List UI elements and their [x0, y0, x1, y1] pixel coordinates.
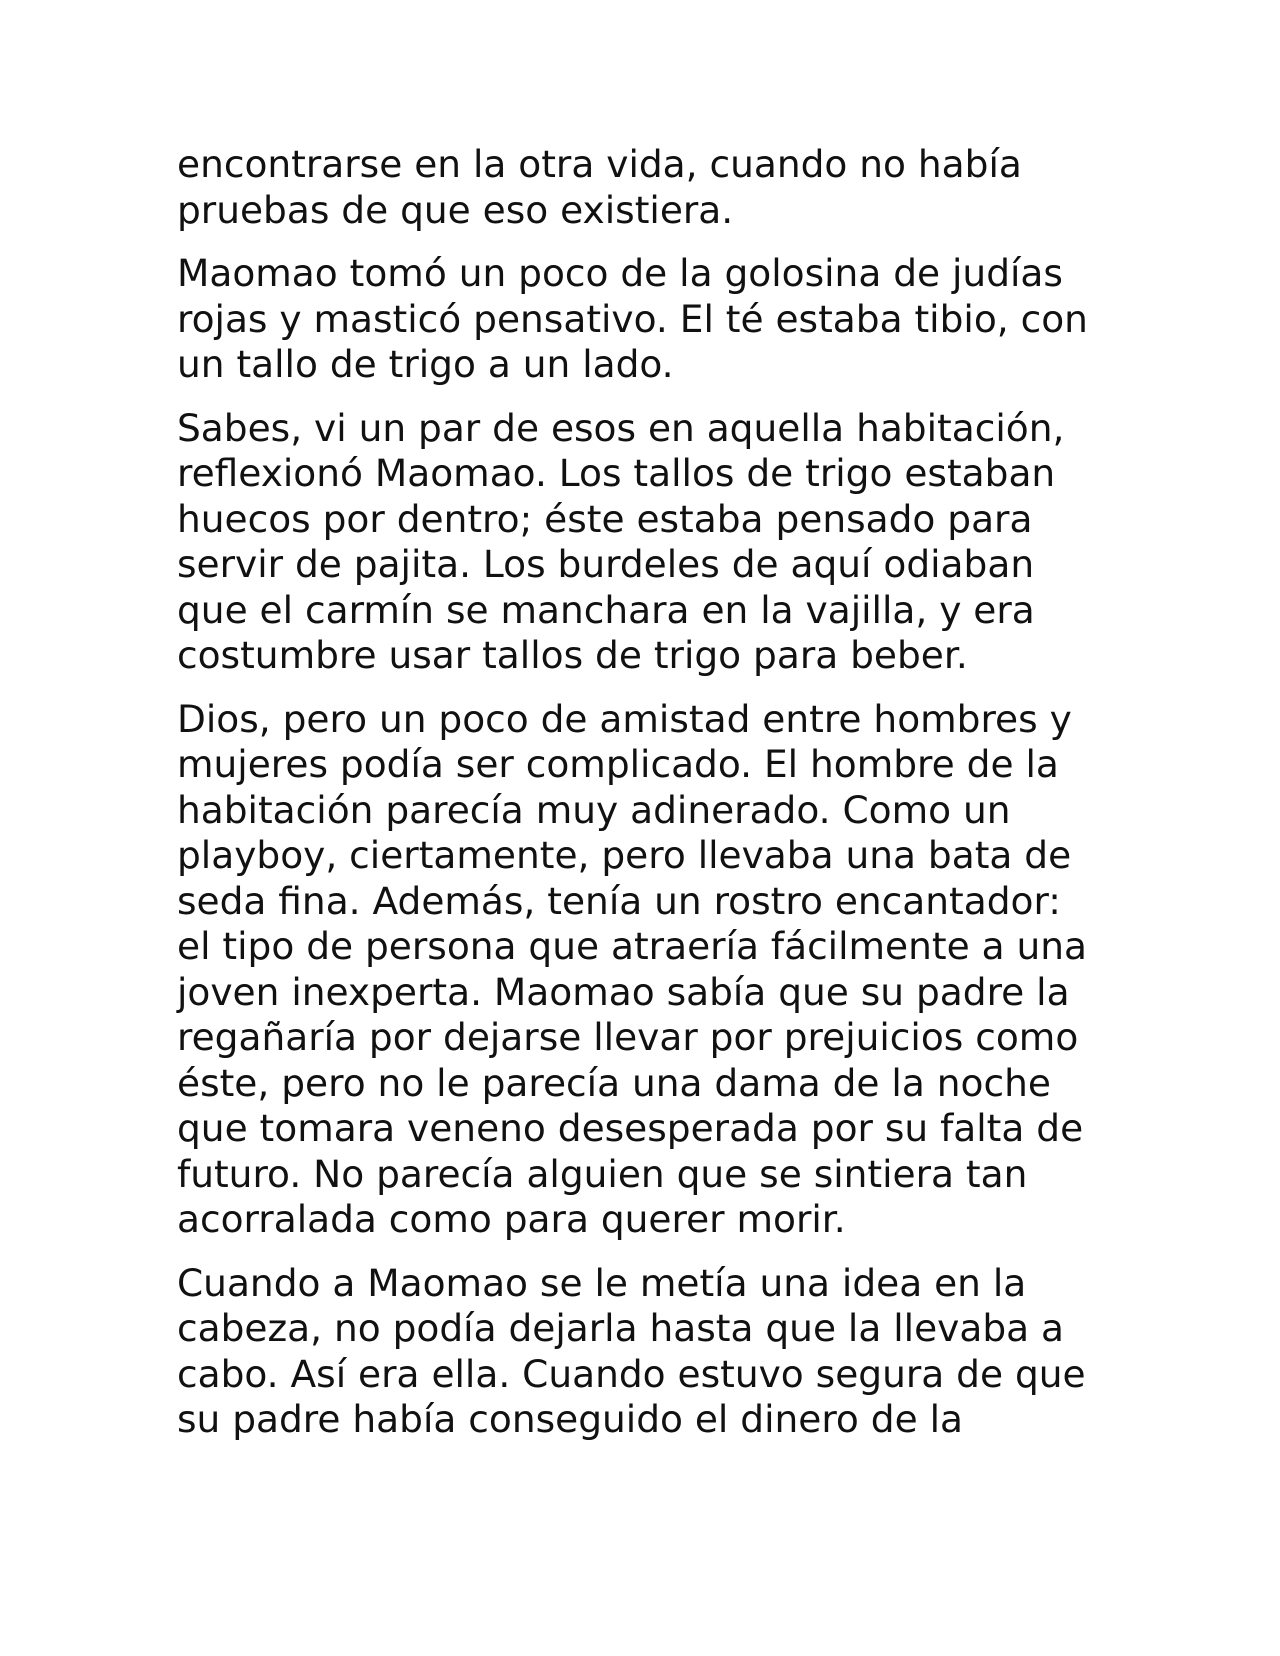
text-line: joven inexperta. Maomao sabía que su padre la: [177, 969, 1070, 1014]
text-line: playboy, ciertamente, pero llevaba una bata de: [177, 833, 1072, 877]
text-line: éste, pero no le parecía una dama de la noche: [177, 1060, 1051, 1105]
paragraph-4: [177, 697, 1117, 1243]
text-line: su padre había conseguido el dinero de la: [177, 1397, 963, 1441]
text-line: encontrarse en la otra vida, cuando no había: [177, 142, 1022, 186]
paragraph-3: [177, 406, 1117, 679]
text-line: Sabes, vi un par de esos en aquella habitación,: [177, 405, 1065, 450]
paragraph-1: [177, 142, 1117, 233]
paragraph-2: [177, 251, 1117, 388]
text-line: un tallo de trigo a un lado.: [177, 342, 674, 386]
text-line: mujeres podía ser complicado. El hombre de la: [177, 742, 1059, 786]
text-line: reflexionó Maomao. Los tallos de trigo estaban: [177, 451, 1056, 495]
text-line: huecos por dentro; éste estaba pensado para: [177, 496, 1033, 541]
text-line: habitación parecía muy adinerado. Como un: [177, 787, 1011, 832]
text-line: futuro. No parecía alguien que se sintiera tan: [177, 1151, 1028, 1196]
text-line: cabo. Así era ella. Cuando estuvo segura de que: [177, 1351, 1086, 1396]
paragraph-5: [177, 1261, 1117, 1443]
text-line: que el carmín se manchara en la vajilla, y era: [177, 587, 1035, 632]
text-line: servir de pajita. Los burdeles de aquí odiaban: [177, 542, 1035, 586]
text-line: el tipo de persona que atraería fácilmente a una: [177, 924, 1087, 968]
text-line: rojas y masticó pensativo. El té estaba tibio, con: [177, 296, 1088, 341]
text-line: Maomao tomó un poco de la golosina de judías: [177, 251, 1063, 295]
text-line: cabeza, no podía dejarla hasta que la llevaba a: [177, 1306, 1065, 1350]
text-line: Dios, pero un poco de amistad entre hombres y: [177, 696, 1072, 741]
text-line: regañaría por dejarse llevar por prejuicios como: [177, 1015, 1079, 1059]
text-line: pruebas de que eso existiera.: [177, 187, 734, 232]
text-line: que tomara veneno desesperada por su falta de: [177, 1106, 1084, 1150]
text-line: costumbre usar tallos de trigo para beber.: [177, 633, 968, 677]
text-line: Cuando a Maomao se le metía una idea en la: [177, 1260, 1027, 1305]
document-page: [177, 142, 1117, 1461]
text-line: seda fina. Además, tenía un rostro encantador:: [177, 878, 1061, 923]
text-line: acorralada como para querer morir.: [177, 1197, 846, 1241]
